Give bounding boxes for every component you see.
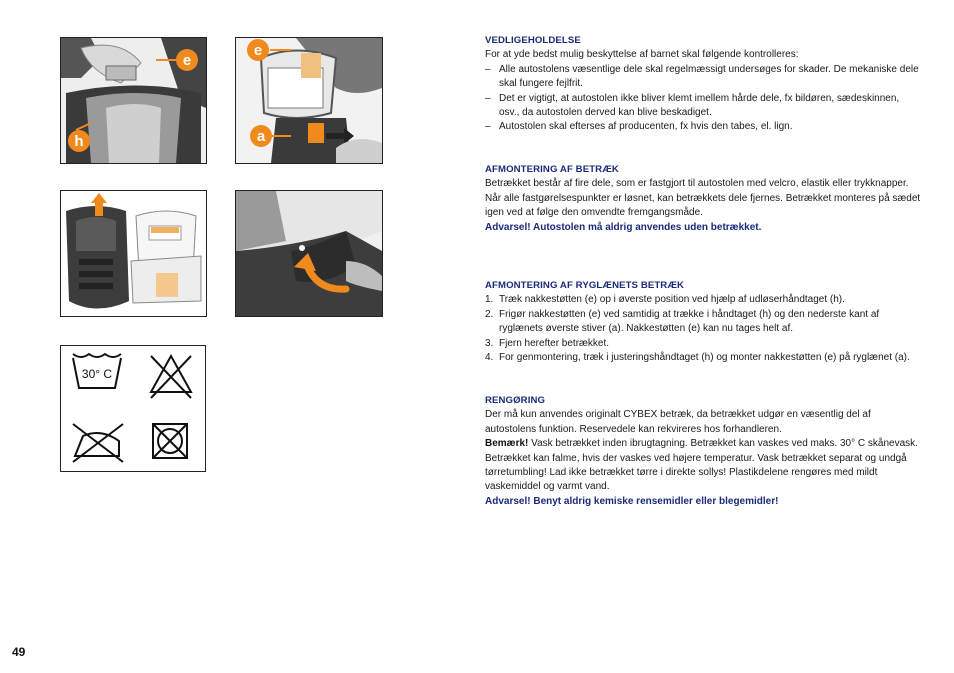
section-backrest-cover xyxy=(485,279,921,365)
list-item: – Alle autostolens væsentlige dele skal regelmæssigt undersøges for skader. De mekaniske dele skal fungere fejlfrit. xyxy=(485,63,919,90)
wash-30-icon xyxy=(73,354,121,388)
list-item: 4. For genmontering, træk i justeringshåndtaget (h) og monter nakkestøtten (e) på ryglænet (a). xyxy=(485,352,910,364)
note-label: Bemærk! xyxy=(485,438,529,450)
section-cleaning xyxy=(485,394,921,509)
label-e: e xyxy=(182,52,192,69)
no-ironing-icon xyxy=(73,424,123,462)
list-item: 3. Fjern herefter betrækket. xyxy=(485,337,610,349)
section-title: VEDLIGEHOLDELSE xyxy=(485,35,581,46)
figure-cover-removal xyxy=(60,190,207,317)
section-title: RENGØRING xyxy=(485,395,546,406)
list-item: 1. Træk nakkestøtten (e) op i øverste position ved hjælp af udløserhåndtaget (h). xyxy=(485,294,845,306)
warning-text: Advarsel! Autostolen må aldrig anvendes uden betrækket. xyxy=(485,221,762,233)
section-text: Der må kun anvendes originalt CYBEX betræk, da betrækket udgør en væsentlig del af autostolens funktion. Reservedele kan rekvireres hos forhandleren. xyxy=(485,409,871,435)
seat-illustration xyxy=(236,191,382,316)
wash-temperature: 30° C xyxy=(81,367,113,381)
maintenance-list xyxy=(485,63,921,135)
care-symbols xyxy=(61,346,205,471)
figure-headrest-release xyxy=(235,37,383,164)
seat-illustration xyxy=(236,38,382,163)
note-text: Vask betrækket inden ibrugtagning. Betrækket kan vaskes ved maks. 30° C skånevask. Betrækket kan falme, hvis der vaskes ved højere temperatur. Vask betrækket separat og undgå tørretumbling! Lad ikke betrækket tørre i direkte sollys! Plastikdelene rengøres med mildt vaskemiddel og varmt vand. xyxy=(485,438,918,493)
section-cover-removal xyxy=(485,163,921,235)
figure-headrest-adjust xyxy=(60,37,207,164)
figure-backrest-detail xyxy=(235,190,383,317)
label-h: h xyxy=(74,133,84,150)
label-e: e xyxy=(253,42,263,59)
section-maintenance xyxy=(485,34,921,135)
seat-illustration xyxy=(61,191,206,316)
note-paragraph xyxy=(485,437,921,495)
section-text: Betrækket består af fire dele, som er fastgjort til autostolen med velcro, elastik eller trykknapper. Når alle fastgørelsespunkter er løsnet, kan betrækkets dele fjernes. Betrækket monteres på sædet igen ved at følge den omvendte fremgangsmåde. xyxy=(485,178,921,219)
no-tumble-dry-icon xyxy=(153,424,187,458)
section-intro: For at yde bedst mulig beskyttelse af barnet skal følgende kontrolleres: xyxy=(485,49,799,61)
seat-illustration xyxy=(61,38,206,163)
list-item: – Autostolen skal efterses af producenten, fx hvis den tabes, el. lign. xyxy=(485,121,793,133)
list-item: – Det er vigtigt, at autostolen ikke bliver klemt imellem hårde dele, fx bildøren, sædeskinnen, osv., da autostolen derved kan blive beskadiget. xyxy=(485,92,900,119)
section-title: AFMONTERING AF RYGLÆNETS BETRÆK xyxy=(485,280,685,291)
backrest-steps xyxy=(485,293,921,365)
list-item: 2. Frigør nakkestøtten (e) ved samtidig at trække i håndtaget (h) og den nederste kant af ryglænets øverste stiver (a). Nakkestøtten (e) kan nu tages helt af. xyxy=(485,308,880,335)
care-symbols-panel xyxy=(60,345,206,472)
label-a: a xyxy=(256,128,266,145)
section-title: AFMONTERING AF BETRÆK xyxy=(485,164,619,175)
no-bleach-icon xyxy=(151,356,191,398)
warning-text: Advarsel! Benyt aldrig kemiske rensemidler eller blegemidler! xyxy=(485,495,779,507)
page-number: 49 xyxy=(12,645,26,659)
